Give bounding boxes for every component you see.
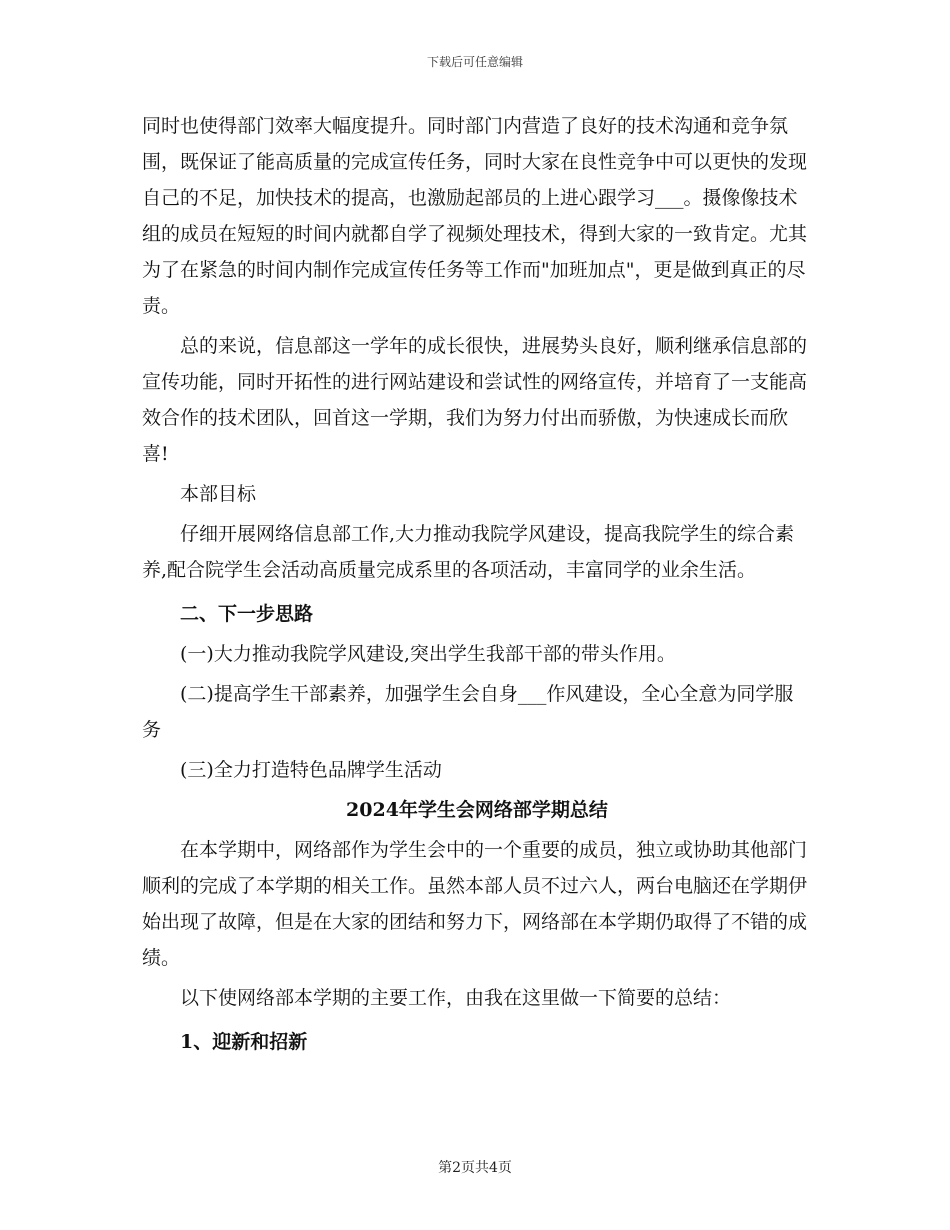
intro-paragraph: 在本学期中，网络部作为学生会中的一个重要的成员，独立或协助其他部门顺利的完成了本学期的相关工作。虽然本部人员不过六人，两台电脑还在学期伊始出现了故障，但是在大家的团结和努力下，网络部在本学期仍取得了不错的成绩。: [142, 839, 808, 969]
document-body: [142, 108, 812, 1060]
next-step-item-1: (一)大力推动我院学风建设,突出学生我部干部的带头作用。: [180, 643, 676, 665]
page-header: 下载后可任意编辑: [426, 55, 523, 69]
work-summary-intro: 以下使网络部本学期的主要工作，由我在这里做一下简要的总结：: [180, 987, 732, 1009]
document-title: 2024年学生会网络部学期总结: [346, 799, 608, 821]
next-steps-heading: 二、下一步思路: [180, 603, 314, 625]
goal-paragraph: 仔细开展网络信息部工作,大力推动我院学风建设，提高我院学生的综合素养,配合院学生会活动高质量完成系里的各项活动，丰富同学的业余生活。: [142, 523, 795, 581]
paragraph-continued: 同时也使得部门效率大幅度提升。同时部门内营造了良好的技术沟通和竞争氛围，既保证了能高质量的完成宣传任务，同时大家在良性竞争中可以更快的发现自己的不足，加快技术的提高，也激励起部员的上进心跟学习___。摄像像技术组的成员在短短的时间内就都自学了视频处理技术，得到大家的一致肯定。尤其为了在紧急的时间内制作完成宣传任务等工作而"加班加点"，更是做到真正的尽责。: [142, 115, 808, 317]
section-heading-1: 1、迎新和招新: [180, 1031, 308, 1053]
paragraph-summary: 总的来说，信息部这一学年的成长很快，进展势头良好，顺利继承信息部的宣传功能，同时开拓性的进行网站建设和尝试性的网络宣传，并培育了一支能高效合作的技术团队，回首这一学期，我们为努力付出而骄傲，为快速成长而欣喜!: [142, 335, 808, 465]
goal-heading: 本部目标: [180, 483, 257, 505]
next-step-item-3: (三)全力打造特色品牌学生活动: [180, 759, 442, 781]
next-step-item-2: (二)提高学生干部素养，加强学生会自身___作风建设，全心全意为同学服务: [142, 683, 794, 741]
page-footer: 第2页共4页: [438, 1160, 512, 1176]
